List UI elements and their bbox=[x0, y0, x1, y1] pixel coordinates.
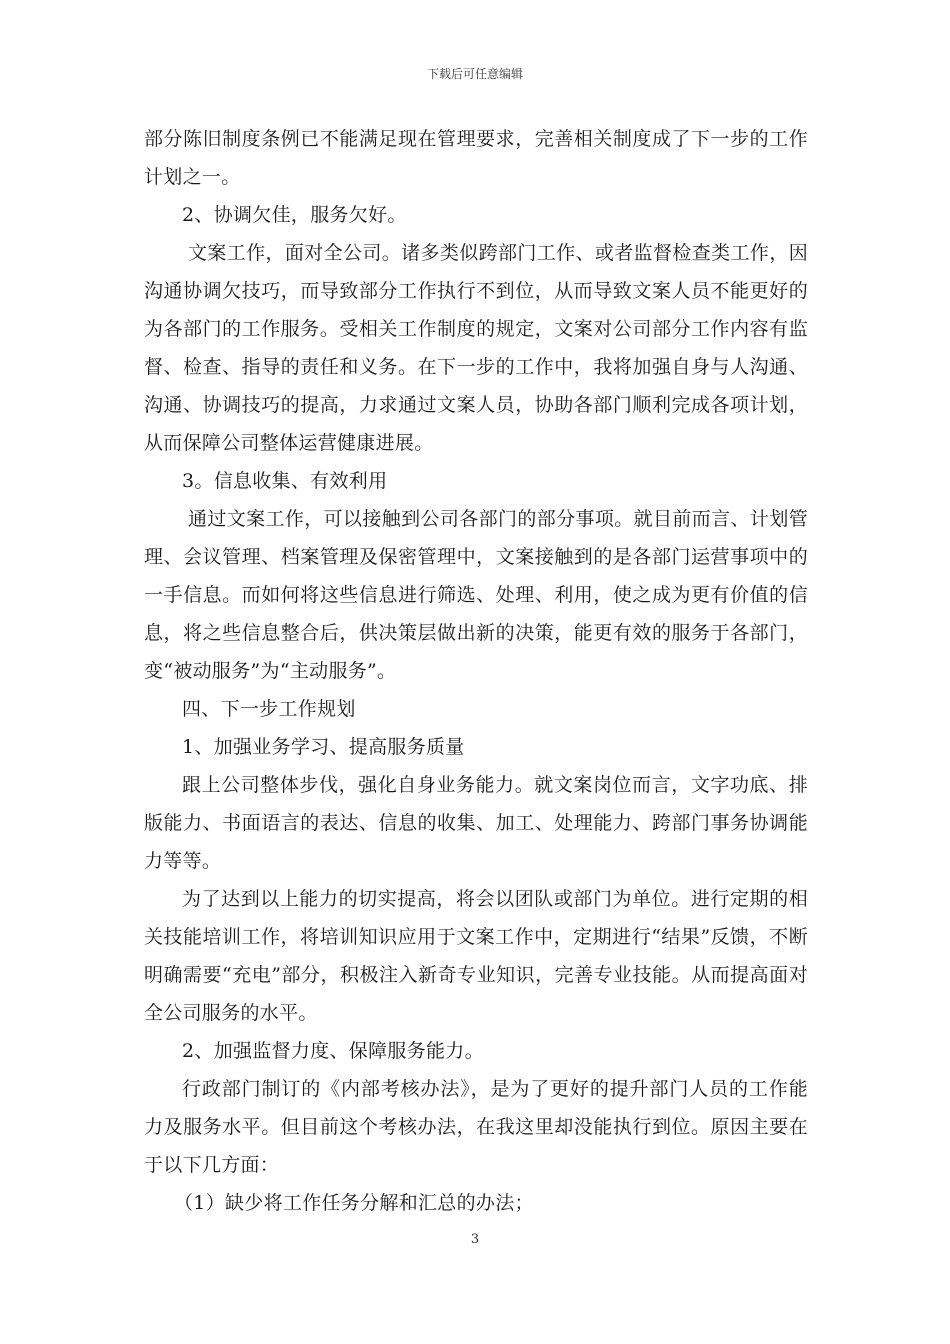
list-item-1: （1）缺少将工作任务分解和汇总的办法； bbox=[174, 1192, 534, 1214]
heading-strengthen-learning: 1、加强业务学习、提高服务质量 bbox=[182, 736, 465, 758]
page-number: 3 bbox=[470, 1232, 480, 1247]
heading-supervision: 2、加强监督力度、保障服务能力。 bbox=[182, 1040, 484, 1062]
paragraph-supervision: 行政部门制订的《内部考核办法》，是为了更好的提升部门人员的工作能力及服务水平。但目前这个考核办法，在我这里却没能执行到位。原因主要在于以下几方面： bbox=[144, 1078, 808, 1176]
document-body bbox=[144, 120, 808, 1222]
heading-information: 3。信息收集、有效利用 bbox=[182, 470, 388, 492]
paragraph-strengthen-learning: 跟上公司整体步伐，强化自身业务能力。就文案岗位而言，文字功底、排版能力、书面语言的表达、信息的收集、加工、处理能力、跨部门事务协调能力等等。 bbox=[144, 774, 808, 872]
heading-next-plan: 四、下一步工作规划 bbox=[182, 698, 356, 720]
heading-coordination: 2、协调欠佳，服务欠好。 bbox=[182, 204, 407, 226]
paragraph-information: 通过文案工作，可以接触到公司各部门的部分事项。就目前而言、计划管理、会议管理、档案管理及保密管理中，文案接触到的是各部门运营事项中的一手信息。而如何将这些信息进行筛选、处理、利用，使之成为更有价值的信息，将之些信息整合后，供决策层做出新的决策，能更有效的服务于各部门，变“被动服务”为“主动服务”。 bbox=[144, 508, 808, 682]
page-header: 下载后可任意编辑 bbox=[426, 67, 523, 81]
paragraph-training: 为了达到以上能力的切实提高，将会以团队或部门为单位。进行定期的相关技能培训工作，将培训知识应用于文案工作中，定期进行“结果”反馈，不断明确需要“充电”部分，积极注入新奇专业知识，完善专业技能。从而提高面对全公司服务的水平。 bbox=[144, 888, 808, 1024]
paragraph-coordination: 文案工作，面对全公司。诸多类似跨部门工作、或者监督检查类工作，因沟通协调欠技巧，而导致部分工作执行不到位，从而导致文案人员不能更好的为各部门的工作服务。受相关工作制度的规定，文案对公司部分工作内容有监督、检查、指导的责任和义务。在下一步的工作中，我将加强自身与人沟通、沟通、协调技巧的提高，力求通过文案人员，协助各部门顺利完成各项计划，从而保障公司整体运营健康进展。 bbox=[144, 242, 808, 454]
paragraph-1: 部分陈旧制度条例已不能满足现在管理要求，完善相关制度成了下一步的工作计划之一。 bbox=[144, 128, 808, 188]
